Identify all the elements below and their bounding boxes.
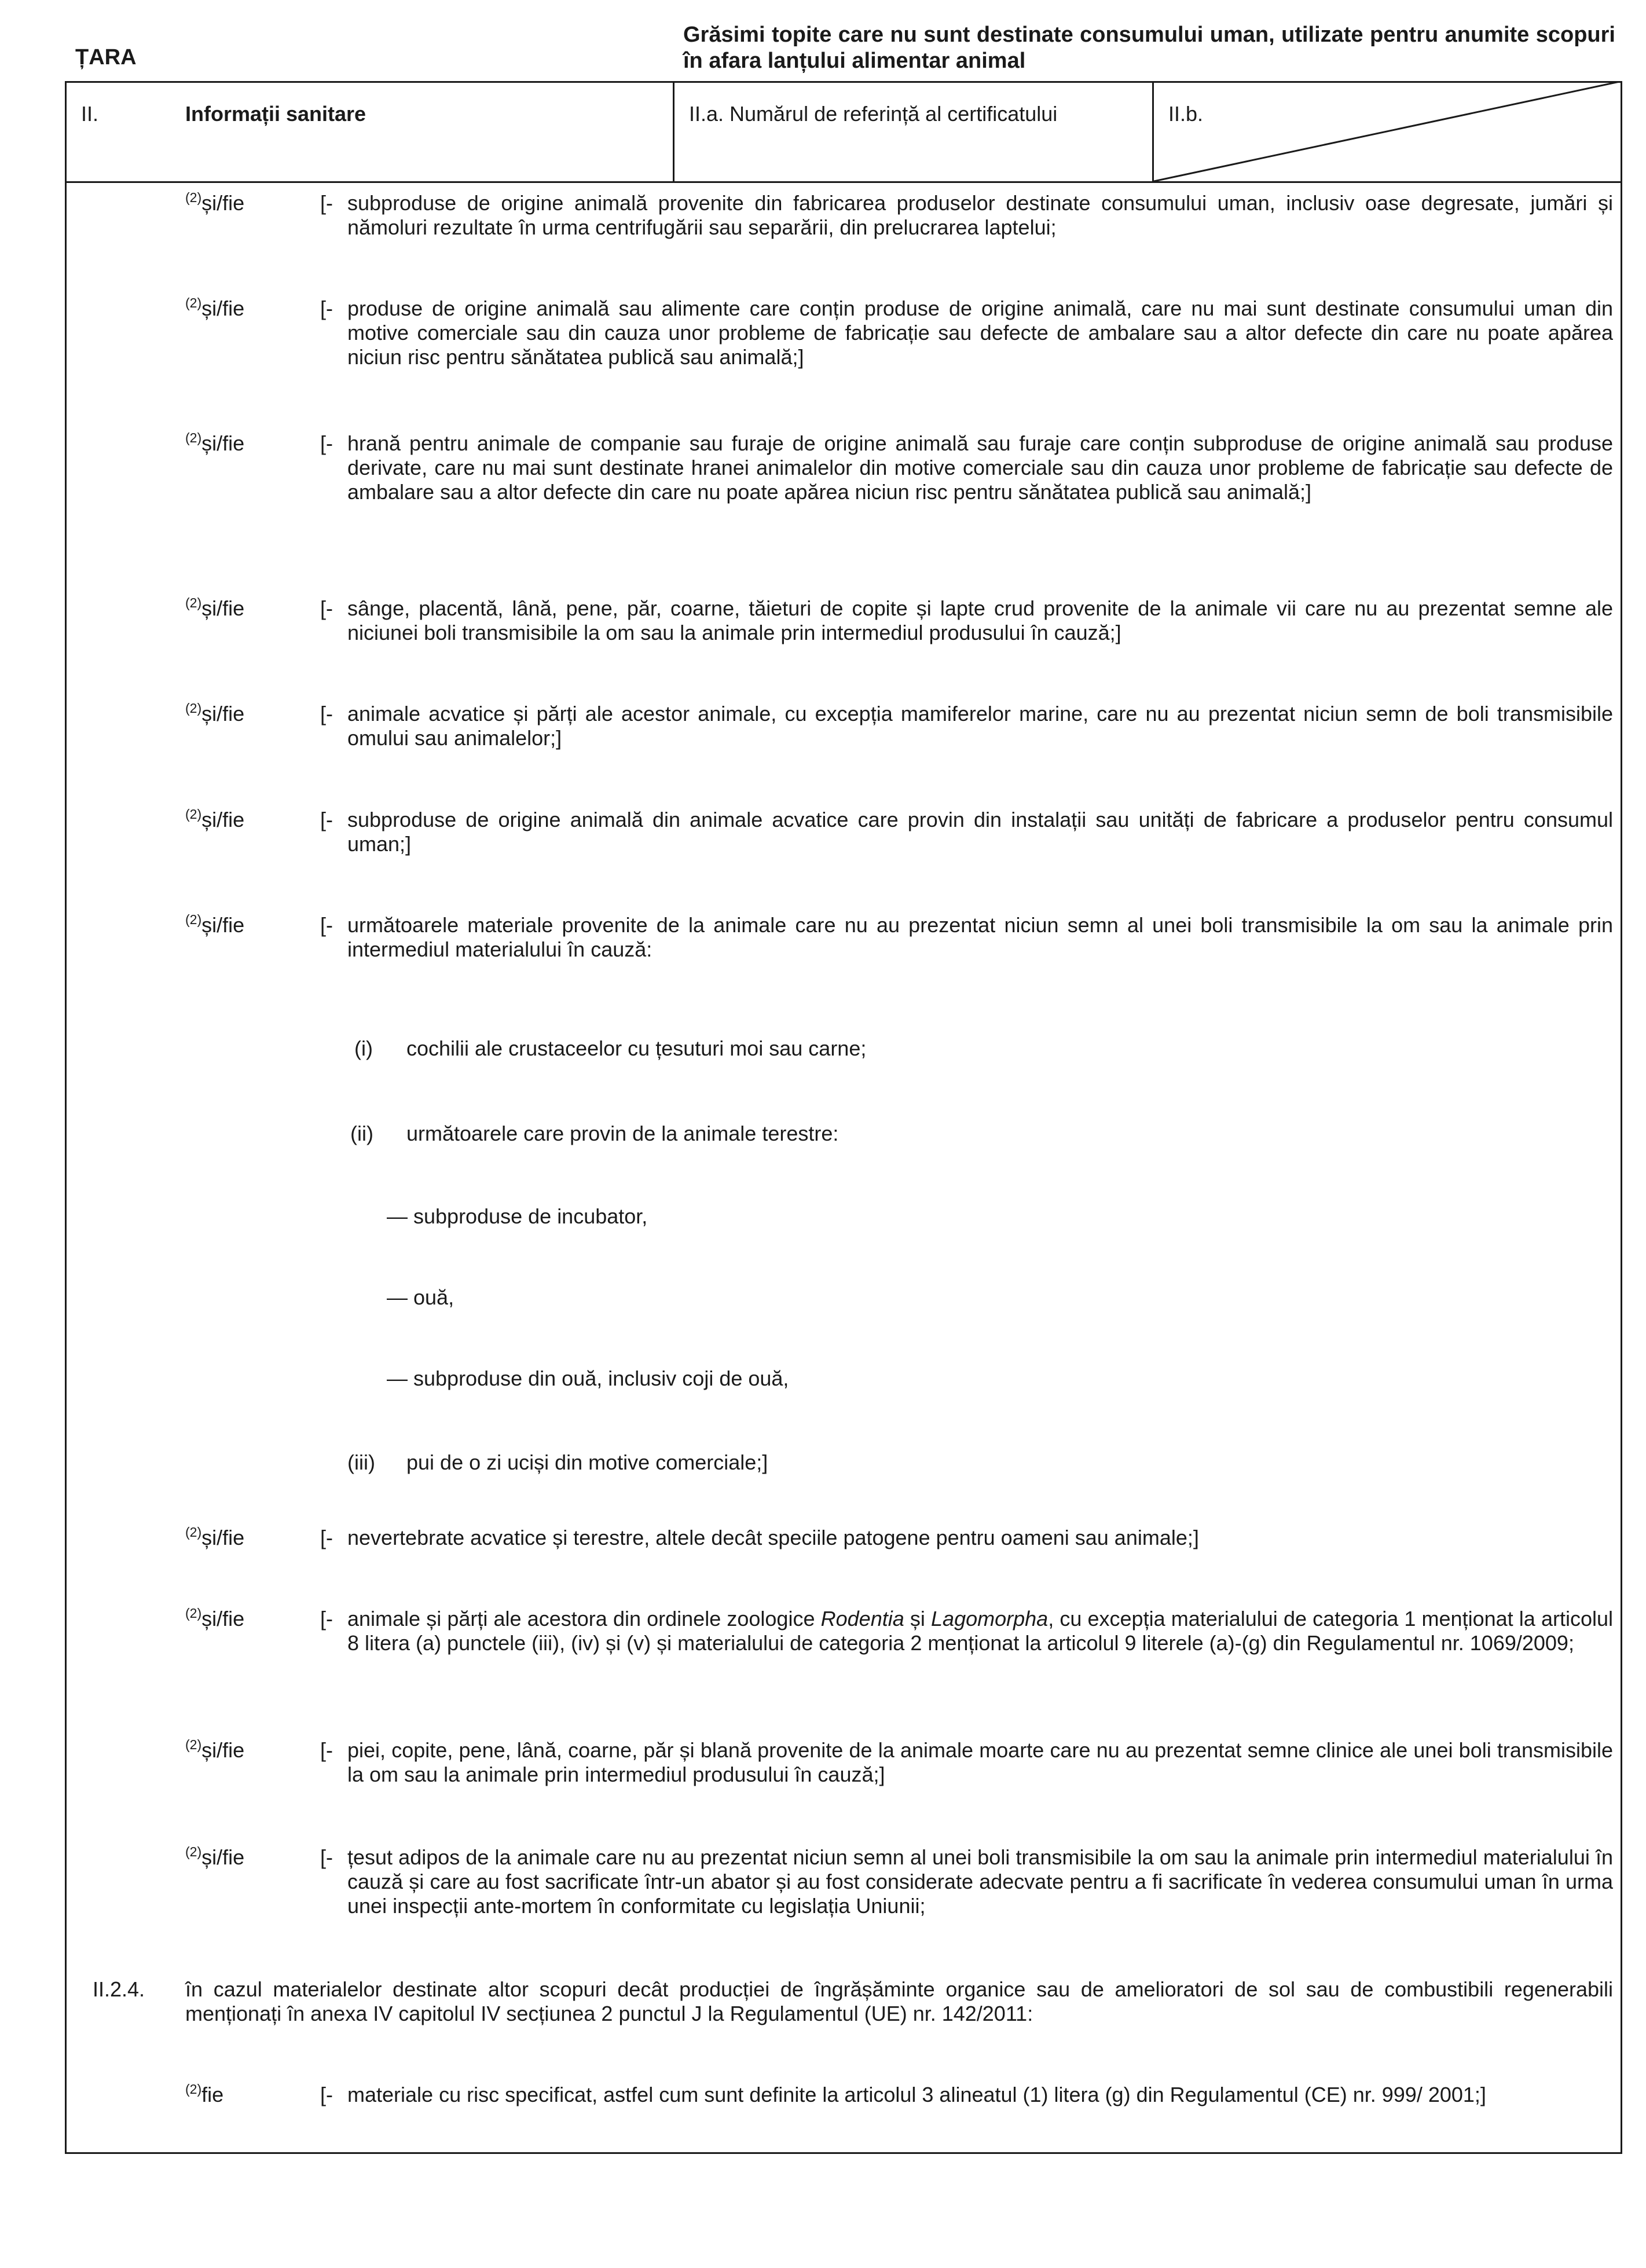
section-number: II.2.4. — [93, 1977, 145, 2001]
item-tag — [185, 808, 244, 832]
item-tag — [185, 913, 244, 937]
footnote-ref: (2) — [185, 430, 202, 445]
item-tag-text: și/fie — [201, 702, 245, 726]
reference-number-label: II.a. Numărul de referință al certificatului — [689, 102, 1058, 126]
item-tag-text: și/fie — [201, 1607, 245, 1631]
item-tag — [185, 431, 244, 456]
subitem-number: (iii) — [347, 1450, 375, 1474]
footnote-ref: (2) — [185, 190, 202, 205]
subitem-text: următoarele care provin de la animale terestre: — [406, 1122, 839, 1145]
item-bracket: [- — [320, 1845, 333, 1869]
header-row — [65, 81, 1622, 183]
item-text: sânge, placentă, lână, pene, păr, coarne, tăieturi de copite și lapte crud provenite de la animale vii care nu au prezentat semne ale niciunei boli transmisibile la om sau la animale prin intermediul produsului în cauză;] — [347, 596, 1613, 644]
footnote-ref: (2) — [185, 1525, 202, 1540]
item-tag-text: și/fie — [201, 431, 245, 455]
footnote-ref: (2) — [185, 295, 202, 310]
dash-item: — subproduse din ouă, inclusiv coji de ouă, — [387, 1366, 789, 1390]
item-tag-text: fie — [201, 2083, 224, 2106]
item-text: țesut adipos de la animale care nu au prezentat niciun semn al unei boli transmisibile la om sau la animale prin intermediul materialului în cauză și care au fost sacrificate într-un abator și au fost considerate adecvate pentru a fi sacrificate în vederea consumului uman în urma unei inspecții ante-mortem în conformitate cu legislația Uniunii; — [347, 1845, 1613, 1918]
dash-item: — subproduse de incubator, — [387, 1204, 648, 1228]
item-text-part: animale și părți ale acestora din ordinele zoologice — [347, 1607, 821, 1631]
section-text: în cazul materialelor destinate altor scopuri decât producției de îngrășăminte organice sau de amelioratori de sol sau de combustibili regenerabili menționați în anexa IV capitolul IV secțiunea 2 punctul J la Regulamentul (UE) nr. 142/2011: — [185, 1977, 1613, 2025]
footnote-ref: (2) — [185, 807, 202, 822]
item-tag-text: și/fie — [201, 296, 245, 320]
item-tag-text: și/fie — [201, 191, 245, 215]
item-tag — [185, 1738, 244, 1763]
item-bracket: [- — [320, 596, 333, 620]
item-tag — [185, 702, 244, 726]
item-tag-text: și/fie — [201, 913, 245, 937]
iib-label: II.b. — [1168, 102, 1204, 126]
item-text: animale acvatice și părți ale acestor animale, cu excepția mamiferelor marine, care nu au prezentat niciun semn de boli transmisibile omului sau animalelor;] — [347, 702, 1613, 750]
item-bracket: [- — [320, 1738, 333, 1762]
subitem-number: (ii) — [350, 1122, 373, 1145]
footnote-ref: (2) — [185, 1606, 202, 1621]
country-label: ȚARA — [75, 45, 137, 69]
taxon-name: Lagomorpha — [931, 1607, 1049, 1631]
document-title: Grăsimi topite care nu sunt destinate consumului uman, utilizate pentru anumite scopuri în afara lanțului alimentar animal — [683, 23, 1615, 73]
subitem-number: (i) — [354, 1036, 373, 1060]
footnote-ref: (2) — [185, 1737, 202, 1752]
section-label: Informații sanitare — [185, 102, 366, 126]
taxon-name: Rodentia — [820, 1607, 904, 1631]
item-tag — [185, 1526, 244, 1550]
item-tag — [185, 2083, 223, 2107]
item-tag-text: și/fie — [201, 808, 245, 831]
item-bracket: [- — [320, 431, 333, 455]
item-text-part: și — [904, 1607, 932, 1631]
item-bracket: [- — [320, 1607, 333, 1631]
footnote-ref: (2) — [185, 1844, 202, 1859]
item-bracket: [- — [320, 2083, 333, 2106]
item-tag-text: și/fie — [201, 596, 245, 620]
item-tag-text: și/fie — [201, 1845, 245, 1869]
certificate-frame — [65, 81, 1622, 2154]
item-text: produse de origine animală sau alimente care conțin produse de origine animală, care nu mai sunt destinate consumului uman din motive comerciale sau din cauza unor probleme de fabricație sau defecte de ambalare sau a altor defecte din care nu poate apărea niciun risc pentru sănătatea publică sau animală;] — [347, 296, 1613, 369]
item-tag-text: și/fie — [201, 1738, 245, 1762]
item-text — [347, 1607, 1613, 1655]
subitem-text: cochilii ale crustaceelor cu țesuturi moi sau carne; — [406, 1036, 867, 1060]
footnote-ref: (2) — [185, 701, 202, 716]
footnote-ref: (2) — [185, 2082, 202, 2097]
item-tag — [185, 1845, 244, 1870]
item-bracket: [- — [320, 808, 333, 831]
dash-item: — ouă, — [387, 1285, 454, 1309]
item-tag — [185, 596, 244, 621]
item-bracket: [- — [320, 191, 333, 215]
item-tag — [185, 191, 244, 215]
diagonal-strike-line — [1154, 81, 1622, 181]
item-tag — [185, 1607, 244, 1631]
item-text: următoarele materiale provenite de la animale care nu au prezentat niciun semn al unei boli transmisibile la om sau la animale prin intermediul materialului în cauză: — [347, 913, 1613, 961]
header-divider — [673, 81, 674, 181]
item-text: materiale cu risc specificat, astfel cum sunt definite la articolul 3 alineatul (1) litera (g) din Regulamentul (CE) nr. 999/ 2001;] — [347, 2083, 1486, 2106]
item-text: subproduse de origine animală din animale acvatice care provin din instalații sau unități de fabricare a produselor pentru consumul uman;] — [347, 808, 1613, 856]
item-text: piei, copite, pene, lână, coarne, păr și blană provenite de la animale moarte care nu au prezentat semne clinice ale unei boli transmisibile la om sau la animale prin intermediul produsului în cauză;] — [347, 1738, 1613, 1786]
item-bracket: [- — [320, 913, 333, 937]
subitem-text: pui de o zi uciși din motive comerciale;] — [406, 1450, 768, 1474]
item-text: hrană pentru animale de companie sau furaje de origine animală sau furaje care conțin subproduse de origine animală sau produse derivate, care nu mai sunt destinate hranei animalelor din motive comerciale sau din cauza unor probleme de fabricație sau defecte de ambalare sau a altor defecte din care nu poate apărea niciun risc pentru sănătatea publică sau animală;] — [347, 431, 1613, 504]
item-tag-text: și/fie — [201, 1526, 245, 1549]
footnote-ref: (2) — [185, 912, 202, 927]
item-bracket: [- — [320, 702, 333, 726]
item-text: subproduse de origine animală provenite din fabricarea produselor destinate consumului uman, inclusiv oase degresate, jumări și nămoluri rezultate în urma centrifugării sau separării, din prelucrarea laptelui; — [347, 191, 1613, 239]
item-text-part: , cu excepția materialului de categoria 1 menționat la articolul 8 litera (a) punctele (iii), (iv) și (v) și materialului de categoria 2 menționat la articolul 9 literele (a)-(g) din Regulamentul nr. 1069/2009; — [347, 1607, 1614, 1655]
item-bracket: [- — [320, 1526, 333, 1549]
section-number: II. — [81, 102, 99, 126]
item-text: nevertebrate acvatice și terestre, altele decât speciile patogene pentru oameni sau animale;] — [347, 1526, 1199, 1549]
item-tag — [185, 296, 244, 321]
footnote-ref: (2) — [185, 595, 202, 610]
item-bracket: [- — [320, 296, 333, 320]
